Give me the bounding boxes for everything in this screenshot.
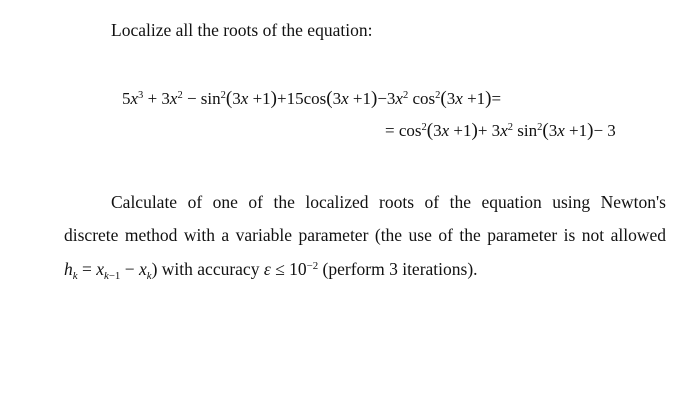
equation-line-2: = $\cos^2(3x +1)+ 3x^2$ $\sin^2(3x +1)- 3$	[385, 120, 616, 141]
accuracy-label: with accuracy	[161, 259, 260, 279]
iterations-note: (perform 3 iterations).	[322, 259, 478, 279]
instruction-line-1: Calculate of one of the localized roots of the equation using Newton's	[111, 192, 666, 212]
instruction-line-2: discrete method with a variable parameter (the use of the parameter is not allowed	[64, 225, 666, 245]
step-formula: $h_k = x_{k-1} - x_k$)	[64, 259, 158, 282]
instruction-line-3	[64, 259, 478, 280]
equation-line-1: $5x^3 + 3x^2 - \sin^2(3x +1)+15\cos(3x +1)-3x^2$ $\cos^2(3x +1)=$	[122, 88, 502, 109]
accuracy-formula: $\varepsilon \le 10^{-2}$	[263, 259, 319, 279]
problem-heading: Localize all the roots of the equation:	[111, 20, 373, 40]
